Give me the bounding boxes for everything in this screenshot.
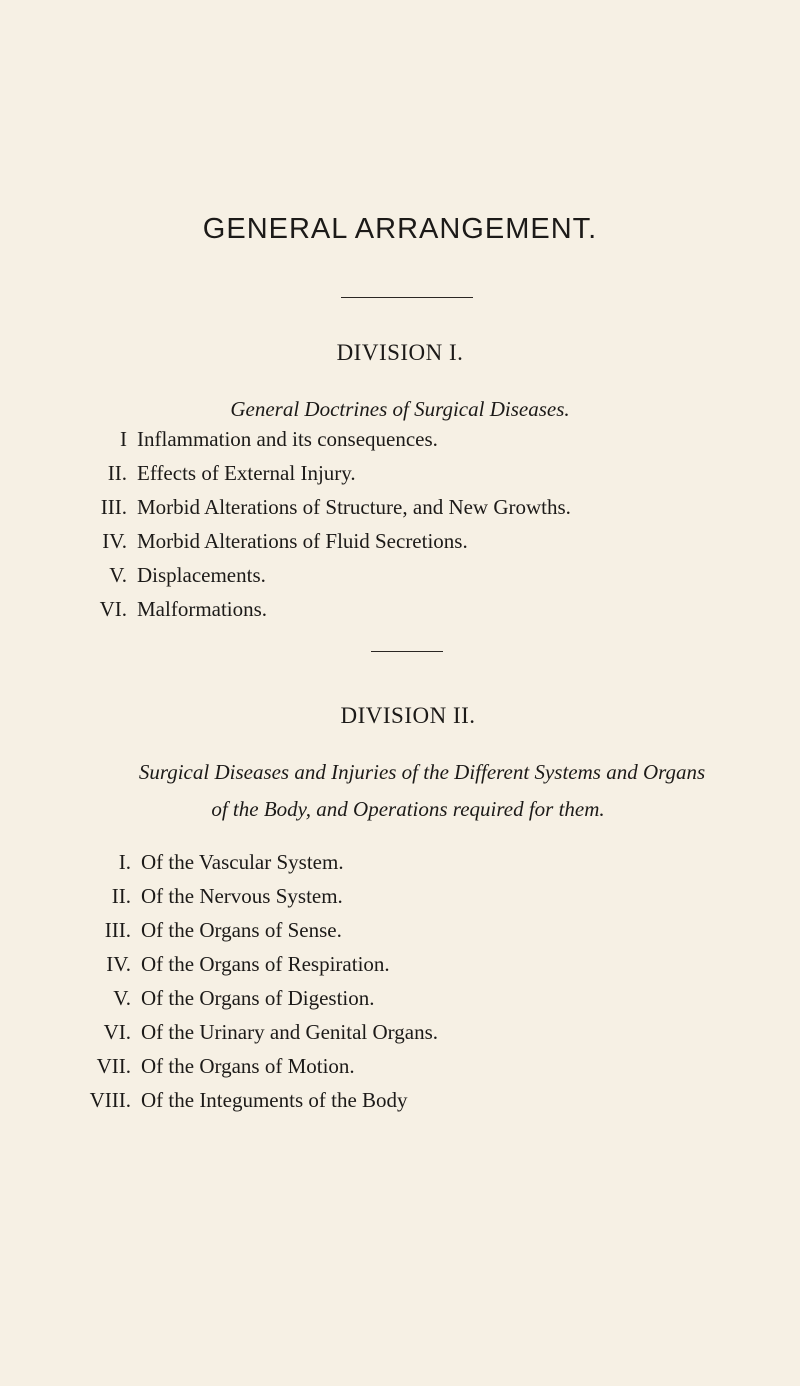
item-label: Malformations. <box>137 597 268 621</box>
item-number: VII. <box>96 1054 131 1078</box>
item-label: Of the Organs of Digestion. <box>141 986 375 1010</box>
page-title: GENERAL ARRANGEMENT. <box>202 213 598 245</box>
list-item <box>75 558 775 592</box>
item-label: Of the Urinary and Genital Organs. <box>141 1020 439 1044</box>
item-number: II. <box>111 884 131 908</box>
list-item <box>73 845 773 879</box>
item-number: III. <box>100 495 127 519</box>
list-item <box>75 524 775 558</box>
list-item <box>73 981 773 1015</box>
division-1-heading: DIVISION I. <box>336 340 464 365</box>
section-divider <box>371 651 443 652</box>
list-item <box>75 490 775 524</box>
list-item <box>75 456 775 490</box>
list-item <box>75 422 775 456</box>
division-2-contents <box>73 845 773 1117</box>
item-number: II. <box>107 461 127 485</box>
list-item <box>75 592 775 626</box>
item-label: Morbid Alterations of Structure, and New Growths. <box>137 495 571 519</box>
item-number: III. <box>104 918 131 942</box>
list-item <box>73 1083 773 1117</box>
item-label: Of the Integuments of the Body <box>141 1088 408 1112</box>
item-number: IV. <box>102 529 127 553</box>
item-label: Of the Vascular System. <box>141 850 344 874</box>
item-label: Of the Organs of Sense. <box>141 918 342 942</box>
item-label: Inflammation and its consequences. <box>137 427 438 451</box>
section-divider <box>341 297 473 298</box>
division-1-contents <box>75 422 775 626</box>
item-number: VIII. <box>89 1088 131 1112</box>
item-label: Effects of External Injury. <box>137 461 356 485</box>
item-label: Displacements. <box>137 563 266 587</box>
item-number: VI. <box>103 1020 131 1044</box>
item-number: V. <box>109 563 127 587</box>
list-item <box>73 879 773 913</box>
list-item <box>73 913 773 947</box>
item-number: V. <box>113 986 131 1010</box>
item-number: I. <box>118 850 131 874</box>
list-item <box>73 1049 773 1083</box>
item-label: Morbid Alterations of Fluid Secretions. <box>137 529 468 553</box>
item-number: I <box>120 427 127 451</box>
item-number: IV. <box>106 952 131 976</box>
division-2-subtitle-line-1: Surgical Diseases and Injuries of the Different Systems and Organs <box>138 760 706 784</box>
division-2-heading: DIVISION II. <box>340 703 476 728</box>
division-1-subtitle: General Doctrines of Surgical Diseases. <box>230 397 570 421</box>
item-number: VI. <box>99 597 127 621</box>
item-label: Of the Organs of Motion. <box>141 1054 355 1078</box>
list-item <box>73 1015 773 1049</box>
division-2-subtitle-line-2: of the Body, and Operations required for them. <box>211 797 605 821</box>
item-label: Of the Nervous System. <box>141 884 343 908</box>
list-item <box>73 947 773 981</box>
item-label: Of the Organs of Respiration. <box>141 952 390 976</box>
